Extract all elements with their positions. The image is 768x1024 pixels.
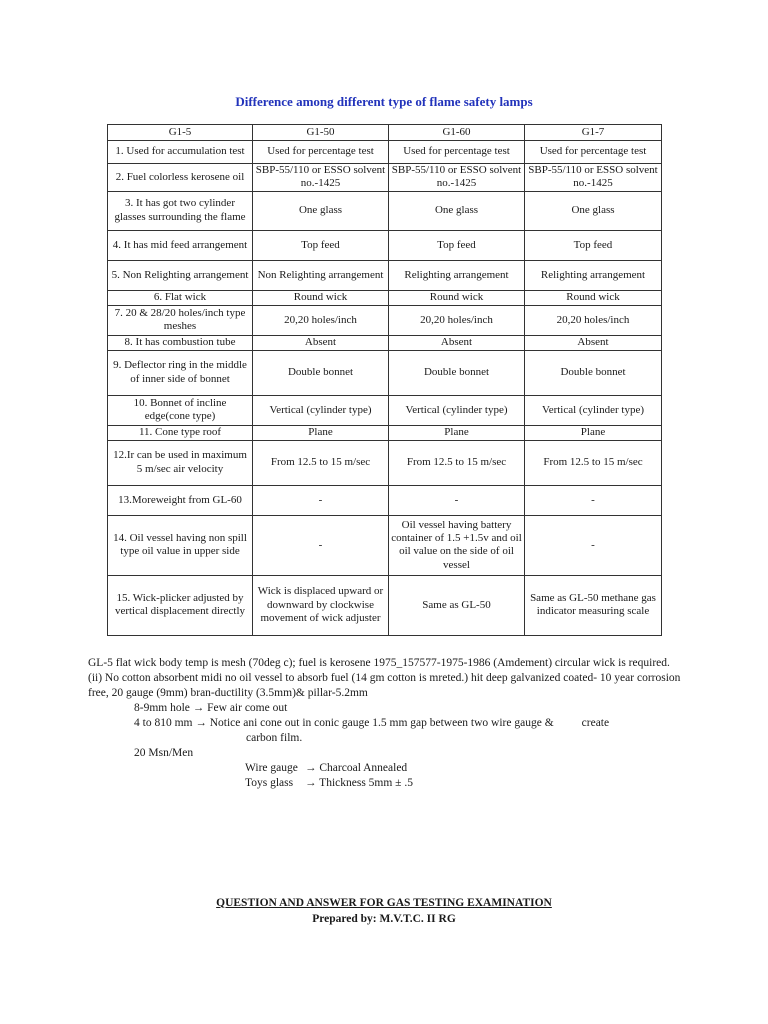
- table-row: [108, 575, 662, 635]
- table-cell: One glass: [389, 191, 525, 230]
- document-title: Difference among different type of flame safety lamps: [235, 94, 533, 109]
- table-cell: Vertical (cylinder type): [525, 395, 662, 425]
- note-line: 8-9mm hole → Few air come out: [134, 702, 288, 714]
- table-cell: Non Relighting arrangement: [253, 260, 389, 290]
- note-line: GL-5 flat wick body temp is mesh (70deg c); fuel is kerosene 1975_157577-1975-1986 (Amdement) circular wick is required.: [88, 657, 670, 669]
- table-cell: 6. Flat wick: [108, 290, 253, 305]
- table-cell: Absent: [525, 335, 662, 350]
- table-cell: 13.Moreweight from GL-60: [108, 485, 253, 515]
- table-row: [108, 260, 662, 290]
- table-cell: 3. It has got two cylinder glasses surrounding the flame: [108, 191, 253, 230]
- table-cell: 20,20 holes/inch: [525, 305, 662, 335]
- table-cell: 11. Cone type roof: [108, 425, 253, 440]
- note-line: [88, 761, 688, 776]
- table-row: [108, 141, 662, 164]
- note-line: (ii) No cotton absorbent midi no oil vessel to absorb fuel (14 gm cotton is mreted.) hit deep galvanized coated- 10 year corrosion free, 20 gauge (9mm) bran-ductility (3.5mm)& pillar-5.2mm: [88, 672, 681, 699]
- table-row: [108, 230, 662, 260]
- table-cell: 15. Wick-plicker adjusted by vertical displacement directly: [108, 575, 253, 635]
- table-cell: Used for percentage test: [253, 141, 389, 164]
- table-cell: 4. It has mid feed arrangement: [108, 230, 253, 260]
- table-cell: Plane: [253, 425, 389, 440]
- table-cell: Absent: [389, 335, 525, 350]
- note-value: → Thickness 5mm ± .5: [305, 777, 413, 789]
- table-row: [108, 350, 662, 395]
- table-cell: 20,20 holes/inch: [389, 305, 525, 335]
- table-row: [108, 164, 662, 192]
- table-cell: -: [525, 515, 662, 575]
- table-cell: 20,20 holes/inch: [253, 305, 389, 335]
- table-cell: 10. Bonnet of incline edge(cone type): [108, 395, 253, 425]
- table-row: [108, 425, 662, 440]
- table-cell: 7. 20 & 28/20 holes/inch type meshes: [108, 305, 253, 335]
- table-row: [108, 191, 662, 230]
- table-cell: SBP-55/110 or ESSO solvent no.-1425: [253, 164, 389, 192]
- notes-section: [88, 656, 688, 791]
- note-key: Toys glass: [245, 777, 294, 789]
- table-cell: Vertical (cylinder type): [389, 395, 525, 425]
- note-text: create: [581, 717, 610, 729]
- table-cell: Relighting arrangement: [525, 260, 662, 290]
- table-cell: From 12.5 to 15 m/sec: [525, 440, 662, 485]
- table-cell: 14. Oil vessel having non spill type oil value in upper side: [108, 515, 253, 575]
- table-cell: Double bonnet: [389, 350, 525, 395]
- table-cell: Top feed: [389, 230, 525, 260]
- column-header: G1-60: [389, 125, 525, 141]
- note-text: 4 to 810 mm → Notice ani cone out in conic gauge 1.5 mm gap between two wire gauge &: [134, 717, 554, 729]
- column-header: G1-7: [525, 125, 662, 141]
- table-row: [108, 335, 662, 350]
- table-cell: Round wick: [253, 290, 389, 305]
- table-cell: Plane: [525, 425, 662, 440]
- table-cell: 8. It has combustion tube: [108, 335, 253, 350]
- table-cell: Same as GL-50: [389, 575, 525, 635]
- table-cell: 5. Non Relighting arrangement: [108, 260, 253, 290]
- comparison-table: [107, 124, 662, 636]
- table-cell: -: [253, 515, 389, 575]
- table-row: [108, 290, 662, 305]
- note-line: [88, 716, 688, 731]
- prepared-by: Prepared by: M.V.T.C. II RG: [312, 913, 456, 925]
- table-cell: Absent: [253, 335, 389, 350]
- table-cell: From 12.5 to 15 m/sec: [389, 440, 525, 485]
- table-cell: Round wick: [389, 290, 525, 305]
- table-row: [108, 515, 662, 575]
- table-cell: Wick is displaced upward or downward by clockwise movement of wick adjuster: [253, 575, 389, 635]
- table-row: [108, 305, 662, 335]
- column-header: G1-50: [253, 125, 389, 141]
- table-cell: -: [525, 485, 662, 515]
- note-line: carbon film.: [246, 732, 303, 744]
- table-cell: Used for percentage test: [525, 141, 662, 164]
- table-cell: 9. Deflector ring in the middle of inner side of bonnet: [108, 350, 253, 395]
- table-cell: Round wick: [525, 290, 662, 305]
- note-value: → Charcoal Annealed: [305, 762, 408, 774]
- table-row: [108, 440, 662, 485]
- table-cell: From 12.5 to 15 m/sec: [253, 440, 389, 485]
- table-cell: Double bonnet: [253, 350, 389, 395]
- table-header-row: [108, 125, 662, 141]
- table-cell: SBP-55/110 or ESSO solvent no.-1425: [525, 164, 662, 192]
- table-row: [108, 485, 662, 515]
- table-cell: Top feed: [525, 230, 662, 260]
- table-cell: Vertical (cylinder type): [253, 395, 389, 425]
- table-cell: Used for percentage test: [389, 141, 525, 164]
- footer-title: QUESTION AND ANSWER FOR GAS TESTING EXAMINATION: [216, 897, 552, 909]
- table-cell: -: [253, 485, 389, 515]
- table-cell: Double bonnet: [525, 350, 662, 395]
- table-cell: 1. Used for accumulation test: [108, 141, 253, 164]
- table-cell: 12.Ir can be used in maximum 5 m/sec air velocity: [108, 440, 253, 485]
- table-cell: Plane: [389, 425, 525, 440]
- table-row: [108, 395, 662, 425]
- table-cell: 2. Fuel colorless kerosene oil: [108, 164, 253, 192]
- table-cell: Oil vessel having battery container of 1.5 +1.5v and oil oil value on the side of oil vessel: [389, 515, 525, 575]
- table-cell: -: [389, 485, 525, 515]
- table-cell: Relighting arrangement: [389, 260, 525, 290]
- table-cell: Top feed: [253, 230, 389, 260]
- table-cell: One glass: [253, 191, 389, 230]
- column-header: G1-5: [108, 125, 253, 141]
- table-cell: One glass: [525, 191, 662, 230]
- note-line: [88, 776, 688, 791]
- table-cell: SBP-55/110 or ESSO solvent no.-1425: [389, 164, 525, 192]
- note-line: 20 Msn/Men: [134, 747, 194, 759]
- table-body: [108, 141, 662, 636]
- table-cell: Same as GL-50 methane gas indicator measuring scale: [525, 575, 662, 635]
- note-key: Wire gauge: [245, 762, 298, 774]
